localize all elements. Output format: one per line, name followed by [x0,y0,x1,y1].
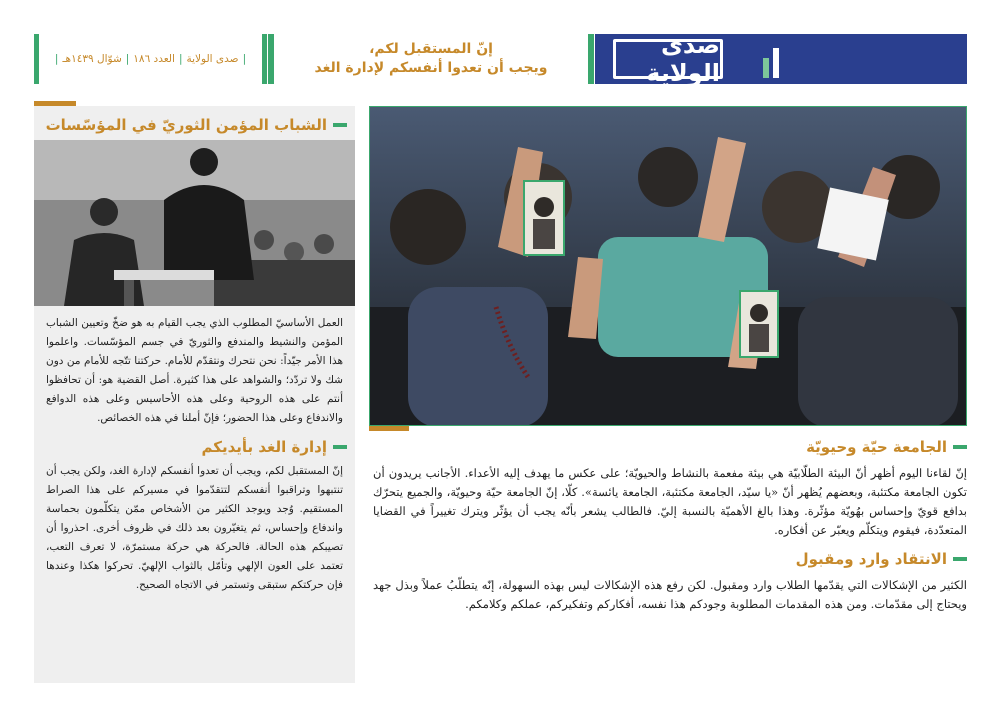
header-title-line2: ويجب أن تعدوا أنفسكم لإدارة الغد [314,60,548,76]
sidebar-body: إنّ المستقبل لكم، ويجب أن تعدوا أنفسكم لإدارة الغد، ولكن يجب أن تنتبهوا وتراقبوا أنفسكم لتتقدّموا في مسيركم على هذا الصراط المستقيم. وُجد ويوجد الكثير من الأشخاص ممّن يتكلّمون بحماسة واندفاع وإحساس، ثم يتغيّرون بعد ذلك في ظروف أخرى. احذروا أن تصيبكم هذه الحالة. فالحركة هي حركة مستمرّة، لا تعرف التعب، تعتمد على العون الإلهي وتأمّل بالثواب الإلهيّ. تحركوا هكذا وعندها فإن حركتكم ستبقى وتستمر في الاتجاه الصحيح. [46,465,343,591]
issue-date: شوّال ١٤٣٩هـ [62,53,122,65]
heading-text: الانتقاد وارد ومقبول [795,550,947,568]
publication-name: صدى الولاية [186,53,239,65]
sidebar-body: العمل الأساسيّ المطلوب الذي يجب القيام به هو ضخّ وتعيين الشباب المؤمن والنشيط والمندفع والثوريّ في جسم المؤسّسات. واعلموا هذا الأمر جيّداً: نحن نتحرك ونتقدّم للأمام. حركتنا تتّجه للأمام من دون شك ولا تردّد؛ والشواهد على هذا كثيرة. أصل القضية هو: أن تحافظوا أنتم على هذه الروحية وعلى هذه الأحاسيس وعلى هذه الدوافع والاندفاع وعلى هذا الحضور؛ فإنّ أملنا في هذه الخصائص. [46,317,343,424]
header-title-line1: إنّ المستقبل لكم، [369,41,493,57]
masthead-logo [595,31,967,87]
photo-accent-bar [369,426,409,431]
heading-marker [333,123,347,127]
heading-text: إدارة الغد بأيديكم [201,438,327,456]
main-photo [369,106,967,426]
sidebar-heading [38,116,351,134]
section-body: الكثير من الإشكالات التي يقدّمها الطلاب وارد ومقبول. لكن رفع هذه الإشكالات ليس بهذه السهولة، إنّه يتطلّبُ عملاً وبذل جهد ويحتاج إلى مقدّمات. ومن هذه المقدمات المطلوبة وجودكم هذا نفسه، أفكاركم وتفكيركم، عملكم وكلامكم. [373,578,967,611]
crowd-photo-illustration [369,107,966,426]
main-article [373,438,967,614]
heading-marker [953,445,967,449]
issue-number: العدد ١٨٦ [133,53,175,65]
logo-bar-green [763,58,769,78]
issue-separator: | [125,53,130,65]
logo-text: صدى الولاية [613,39,723,79]
section-heading [373,550,967,568]
heading-text: الجامعة حيّة وحيويّة [806,438,947,456]
heading-marker [333,445,347,449]
logo-bar-white [773,48,779,78]
heading-marker [953,557,967,561]
issue-separator: | [54,53,59,65]
sidebar-photo [34,140,355,306]
sidebar [34,106,355,683]
section-body: إنّ لقاءنا اليوم أظهر أنّ البيئة الطلّابيّة هي بيئة مفعمة بالنشاط والحيويّة؛ على عكس ما يهدف إليه الأعداء. الأجانب يريدون أن تكون الجامعة مكتئبة، وبعضهم يُظهر أنّ «يا سيّد، الجامعة مكتئبة، الجامعة يائسة». كلّا، إنّ الجامعة حيّة وحيويّة، والجميع يتحرّك بدافع قويّ وإحساس بهُويّة مؤثّرة. وهذا بالغ الأهميّة بالنسبة إليّ. فالطالب يشعر بأنّه يجب أن يؤثّر ويترك تغييراً في القضايا المتعدّدة، فيقوم ويتكلّم ويعبّر عن أفكاره. [373,466,967,537]
sidebar-heading [38,438,351,456]
issue-separator: | [242,53,247,65]
section-heading [373,438,967,456]
heading-text: الشباب المؤمن الثوريّ في المؤسّسات [45,116,327,134]
meeting-photo-illustration [34,140,355,306]
issue-info [34,34,267,84]
issue-separator: | [178,53,183,65]
header-title [268,34,594,84]
